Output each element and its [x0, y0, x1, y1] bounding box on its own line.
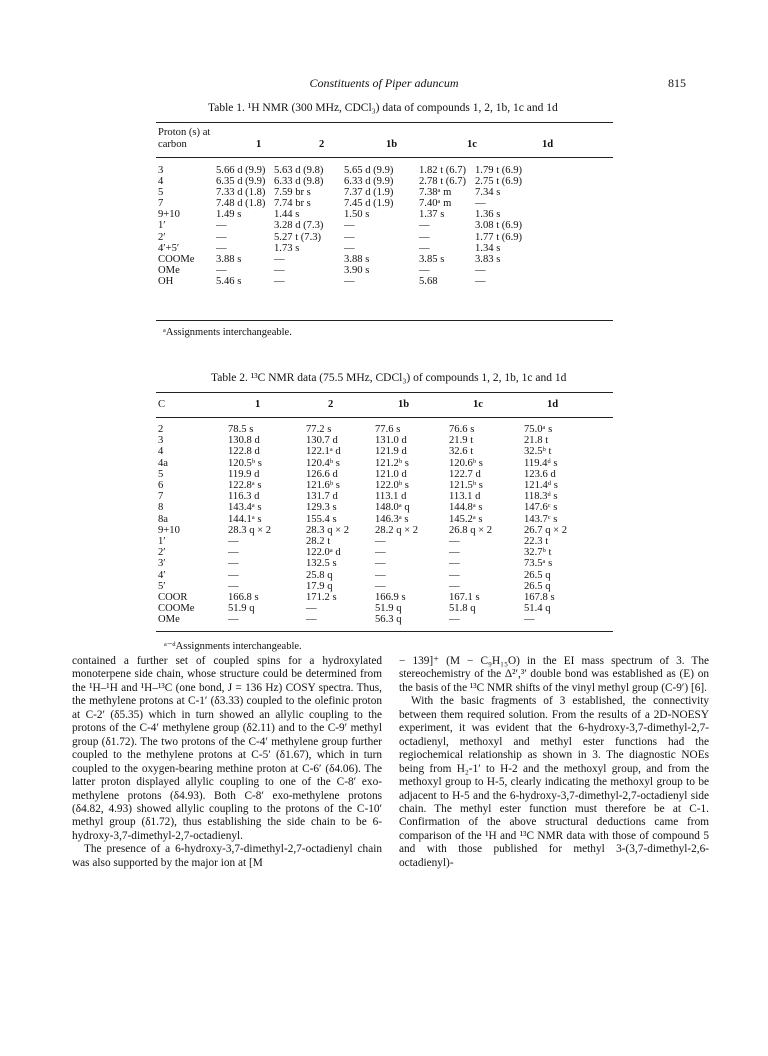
table-cell: 21.9 t	[449, 435, 474, 447]
table-cell: 122.8ᵃ s	[228, 480, 262, 491]
table-cell: 26.8 q × 2	[449, 524, 493, 536]
table-cell: 28.2 t	[306, 536, 331, 547]
table-cell: 145.2ᵃ s	[449, 513, 483, 525]
table2-stub-head: C	[158, 399, 166, 410]
table-cell: —	[449, 614, 460, 626]
table-cell: 7.37 d (1.9)	[344, 187, 394, 199]
table-cell: —	[375, 569, 386, 581]
row-label: 4′	[158, 569, 166, 581]
table-cell: 121.0 d	[375, 468, 407, 480]
table-row	[158, 265, 535, 276]
body-paragraph: The presence of a 6-hydroxy-3,7-dimethyl-2,7-octadienyl chain was also supported by the major ion at [M	[72, 843, 382, 869]
table-row	[158, 220, 535, 231]
table-cell: —	[216, 242, 227, 254]
row-label: 2′	[158, 547, 166, 559]
row-label: 4	[158, 176, 164, 188]
table-cell: —	[228, 614, 239, 626]
table-cell: 3.85 s	[419, 253, 445, 265]
table-cell: 3.28 d (7.3)	[274, 220, 324, 232]
row-label: OMe	[158, 614, 180, 626]
table-row	[158, 165, 535, 176]
table-cell: 5.46 s	[216, 275, 242, 287]
table-cell: 122.7 d	[449, 468, 481, 480]
table-cell: —	[375, 558, 386, 570]
page-number: 815	[668, 76, 686, 90]
table-cell: 32.6 t	[449, 446, 474, 458]
row-label: 4′+5′	[158, 242, 180, 254]
table-cell: —	[216, 220, 227, 232]
row-label: 9+10	[158, 209, 180, 221]
table-cell: 147.6ᶜ s	[524, 502, 558, 514]
table-cell: —	[274, 253, 285, 265]
table-cell: 131.7 d	[306, 491, 338, 503]
table-cell: 77.2 s	[306, 424, 332, 435]
table-cell: 3.90 s	[344, 264, 370, 276]
table-cell: —	[449, 558, 460, 570]
table1-footnote: ᵃAssignments interchangeable.	[163, 327, 292, 338]
table-cell: 2.75 t (6.9)	[475, 176, 523, 188]
table1-col-head: 1d	[542, 139, 554, 150]
table-cell: 121.9 d	[375, 446, 407, 458]
table-cell: 120.4ᵇ s	[306, 457, 340, 469]
table-cell: 1.36 s	[475, 209, 501, 221]
table-cell: 7.38ᵃ m	[419, 187, 452, 199]
table2-body	[0, 424, 768, 634]
table-cell: 26.7 q × 2	[524, 524, 568, 536]
body-paragraph: − 139]⁺ (M − C₉H₁₅O) in the EI mass spectrum of 3. The stereochemistry of the Δ²′,³′ double bond was established as (E) on the basis of the ¹³C NMR shifts of the vinyl methyl group (C-9′) [6].	[399, 655, 709, 694]
table-cell: —	[419, 264, 430, 276]
row-label: 1′	[158, 536, 166, 547]
table-cell: —	[375, 536, 386, 547]
table1-caption: Table 1. ¹H NMR (300 MHz, CDCl₃) data of compounds 1, 2, 1b, 1c and 1d	[208, 102, 558, 114]
table-cell: 2.78 t (6.7)	[419, 176, 467, 188]
table-cell: 3.08 t (6.9)	[475, 220, 523, 232]
table-cell: 1.49 s	[216, 209, 242, 221]
table-cell: 113.1 d	[375, 491, 407, 503]
table-cell: 51.9 q	[228, 603, 255, 615]
row-label: 8a	[158, 513, 168, 525]
table-cell: 1.82 t (6.7)	[419, 165, 467, 176]
table-cell: 120.5ᵇ s	[228, 457, 262, 469]
table-cell: 119.9 d	[228, 468, 260, 480]
table-cell: 3.88 s	[344, 253, 370, 265]
row-label: COOMe	[158, 603, 195, 615]
table-cell: 5.63 d (9.8)	[274, 165, 324, 176]
table-cell: 1.37 s	[419, 209, 445, 221]
table-cell: 28.2 q × 2	[375, 524, 419, 536]
body-paragraph: contained a further set of coupled spins for a hydroxylated monoterpene side chain, whose structure could be determined from the ¹H–¹H and ¹H–¹³C (one bond, J = 136 Hz) COSY spectra. Thus, the methylene protons at C-1′ (δ3.33) coupled to the olefinic proton at C-2′ (δ5.35) which in turn showed an allylic coupling to the protons of the C-4′ methylene group (δ2.11) and to the C-9′ methyl group (δ1.72). The two protons of the C-4′ methylene group further coupled to the methylene protons at C-5′ (δ1.67), which in turn coupled to the oxygen-bearing methine proton at C-6′ (δ4.06). The latter proton displayed allylic coupling to one of the C-8′ exo-methylene protons (δ4.93). Both C-8′ exo-methylene protons (δ4.82, 4.93) showed allylic coupling to the protons of the C-10′ methyl group (δ1.72), thus establishing the side chain to be 6-hydroxy-3,7-dimethyl-2,7-octadienyl.	[72, 655, 382, 842]
table-cell: —	[344, 220, 355, 232]
row-label: 3	[158, 435, 164, 447]
table1-col-head: 2	[319, 139, 325, 150]
table-cell: 7.33 d (1.8)	[216, 187, 266, 199]
table-cell: 131.0 d	[375, 435, 407, 447]
table-cell: 122.1ᵃ d	[306, 446, 341, 458]
table-cell: —	[228, 547, 239, 559]
table-cell: —	[344, 231, 355, 243]
table-cell: 7.34 s	[475, 187, 501, 199]
table-cell: 166.8 s	[228, 592, 259, 603]
table-cell: —	[524, 614, 535, 626]
table-cell: 51.8 q	[449, 603, 476, 615]
table-cell: 148.0ᵃ q	[375, 502, 410, 514]
row-label: 4a	[158, 457, 168, 469]
body-paragraph: With the basic fragments of 3 established, the connectivity between them required solution. From the results of a 2D-NOESY experiment, it was evident that the 6-hydroxy-3,7-dimethyl-2,7-octadienyl, methoxyl and methyl ester functions had the regiochemical relationship as shown in 3. The diagnostic NOEs being from H₂-1′ to H-2 and the methoxyl group, and from the methoxyl group to H-5, clearly indicating the methoxyl group to be adjacent to H-5 and the 6-hydroxy-3,7-dimethyl-2,7-octadienyl side chain. The methyl ester function must therefore be at C-1. Confirmation of the above structural deductions came from comparison of the ¹H and ¹³C NMR data with those of compound 5 and with those published for methyl 3-(3,7-dimethyl-2,6-octadienyl)-	[399, 695, 709, 869]
table-cell: 7.40ᵃ m	[419, 198, 452, 210]
table2-bottom-rule	[156, 631, 613, 632]
table-cell: 56.3 q	[375, 614, 402, 626]
table-cell: 7.74 br s	[274, 198, 311, 210]
row-label: 3	[158, 165, 164, 176]
table1-top-rule	[156, 122, 613, 123]
table-cell: 21.8 t	[524, 435, 549, 447]
body-left-column	[72, 655, 382, 870]
table-cell: 32.5ᵇ t	[524, 446, 552, 458]
table-cell: 132.5 s	[306, 558, 337, 570]
row-label: 5	[158, 468, 164, 480]
table-cell: —	[449, 536, 460, 547]
table-cell: —	[228, 569, 239, 581]
table1-bottom-rule	[156, 320, 613, 321]
running-title: Constituents of Piper aduncum	[309, 76, 459, 90]
table-cell: 5.68	[419, 275, 438, 287]
table-cell: —	[306, 614, 317, 626]
table-cell: 32.7ᵇ t	[524, 547, 552, 559]
row-label: 5	[158, 187, 164, 199]
table-cell: —	[449, 547, 460, 559]
table-cell: 1.73 s	[274, 242, 300, 254]
table-cell: 25.8 q	[306, 569, 333, 581]
table2-col-head: 1c	[473, 399, 483, 410]
table-cell: 130.8 d	[228, 435, 260, 447]
table-cell: —	[228, 536, 239, 547]
row-label: 7	[158, 491, 164, 503]
table-cell: 166.9 s	[375, 592, 406, 603]
table-cell: 121.2ᵇ s	[375, 457, 409, 469]
table1-stub-head	[158, 127, 210, 151]
table-cell: 144.8ᵃ s	[449, 502, 483, 514]
table-cell: 26.5 q	[524, 569, 551, 581]
table1-stub-head-line1: Proton (s) at	[158, 127, 211, 138]
table-cell: —	[375, 547, 386, 559]
row-label: 5′	[158, 580, 166, 592]
table-cell: —	[449, 580, 460, 592]
table-cell: —	[344, 275, 355, 287]
table-cell: 119.4ᵈ s	[524, 457, 558, 469]
body-right-column	[399, 655, 709, 870]
table-cell: 155.4 s	[306, 513, 337, 525]
table-cell: 1.79 t (6.9)	[475, 165, 523, 176]
table-row	[158, 276, 535, 287]
table-cell: 123.6 d	[524, 468, 556, 480]
table-cell: 3.88 s	[216, 253, 242, 265]
table-cell: 5.65 d (9.9)	[344, 165, 394, 176]
table-cell: 116.3 d	[228, 491, 260, 503]
table-cell: 26.5 q	[524, 580, 551, 592]
table-cell: 1.50 s	[344, 209, 370, 221]
table-cell: 120.6ᵇ s	[449, 457, 483, 469]
table-cell: 7.59 br s	[274, 187, 311, 199]
row-label: OMe	[158, 264, 180, 276]
table-cell: 77.6 s	[375, 424, 401, 435]
table-cell: 122.0ᵇ s	[375, 480, 409, 491]
table-row	[158, 254, 535, 265]
row-label: 2	[158, 424, 164, 435]
table-cell: 6.35 d (9.9)	[216, 176, 266, 188]
table-cell: 121.4ᵈ s	[524, 480, 558, 491]
table-cell: 51.9 q	[375, 603, 402, 615]
table-row	[158, 176, 535, 187]
table-row	[158, 187, 535, 198]
table-cell: —	[449, 569, 460, 581]
table2-footnote: ᵃ⁻ᵈAssignments interchangeable.	[164, 641, 302, 652]
table1-head-rule	[156, 157, 613, 158]
table-row	[158, 232, 535, 243]
table-cell: 5.27 t (7.3)	[274, 231, 322, 243]
table-cell: 146.3ᵃ s	[375, 513, 409, 525]
table2-head-rule	[156, 417, 613, 418]
row-label: 6	[158, 480, 164, 491]
table-cell: 75.0ᵃ s	[524, 424, 553, 435]
table-cell: —	[228, 558, 239, 570]
table2-caption: Table 2. ¹³C NMR data (75.5 MHz, CDCl₃) of compounds 1, 2, 1b, 1c and 1d	[211, 372, 567, 384]
table-cell: 126.6 d	[306, 468, 338, 480]
table-cell: —	[375, 580, 386, 592]
table-cell: 130.7 d	[306, 435, 338, 447]
table-cell: 3.83 s	[475, 253, 501, 265]
table-cell: 167.8 s	[524, 592, 555, 603]
table-cell: 1.77 t (6.9)	[475, 231, 523, 243]
table-cell: —	[228, 580, 239, 592]
table-cell: 78.5 s	[228, 424, 254, 435]
table-cell: —	[274, 264, 285, 276]
table-cell: 171.2 s	[306, 592, 337, 603]
table-row	[158, 243, 535, 254]
table-cell: —	[306, 603, 317, 615]
row-label: 9+10	[158, 524, 180, 536]
table-cell: —	[419, 242, 430, 254]
table-cell: —	[475, 198, 486, 210]
row-label: COOR	[158, 592, 188, 603]
table2-top-rule	[156, 392, 613, 393]
table-cell: 22.3 t	[524, 536, 549, 547]
table-cell: 143.4ᵃ s	[228, 502, 262, 514]
table-cell: 5.66 d (9.9)	[216, 165, 266, 176]
table-cell: 144.1ᵃ s	[228, 513, 262, 525]
row-label: COOMe	[158, 253, 195, 265]
table2-col-head: 1	[255, 399, 261, 410]
row-label: 1′	[158, 220, 166, 232]
table-cell: —	[419, 220, 430, 232]
row-label: 2′	[158, 231, 166, 243]
table-cell: —	[475, 275, 486, 287]
table1-col-head: 1	[256, 139, 262, 150]
table1-stub-head-line2: carbon	[158, 139, 187, 150]
table-cell: 122.0ᵃ d	[306, 547, 341, 559]
table-cell: —	[419, 231, 430, 243]
row-label: 8	[158, 502, 164, 514]
table-cell: —	[344, 242, 355, 254]
table-cell: 6.33 d (9.9)	[344, 176, 394, 188]
row-label: 7	[158, 198, 164, 210]
row-label: 3′	[158, 558, 166, 570]
table-cell: 122.8 d	[228, 446, 260, 458]
table-cell: 28.3 q × 2	[228, 524, 272, 536]
row-label: OH	[158, 275, 174, 287]
table-cell: 129.3 s	[306, 502, 337, 514]
table2-col-head: 1b	[398, 399, 410, 410]
table1-col-head: 1b	[386, 139, 398, 150]
table-row	[158, 198, 535, 209]
table-cell: —	[216, 264, 227, 276]
table-cell: 7.48 d (1.8)	[216, 198, 266, 210]
table-cell: —	[216, 231, 227, 243]
table-cell: 113.1 d	[449, 491, 481, 503]
table-cell: —	[274, 275, 285, 287]
table-cell: 76.6 s	[449, 424, 475, 435]
table-cell: 17.9 q	[306, 580, 333, 592]
table-row	[158, 209, 535, 220]
table-cell: 51.4 q	[524, 603, 551, 615]
table-cell: 6.33 d (9.8)	[274, 176, 324, 188]
table2-col-head: 2	[328, 399, 334, 410]
table-cell: 73.5ᵃ s	[524, 558, 553, 570]
table-cell: 1.44 s	[274, 209, 300, 221]
table-cell: 121.5ᵇ s	[449, 480, 483, 491]
table1-body	[158, 165, 535, 287]
table2-col-head: 1d	[547, 399, 559, 410]
table-cell: 118.3ᵈ s	[524, 491, 558, 503]
table-cell: 167.1 s	[449, 592, 480, 603]
table-cell: 121.6ᵇ s	[306, 480, 340, 491]
table-cell: —	[475, 264, 486, 276]
table-cell: 1.34 s	[475, 242, 501, 254]
row-label: 4	[158, 446, 164, 458]
table-cell: 7.45 d (1.9)	[344, 198, 394, 210]
table-cell: 28.3 q × 2	[306, 524, 350, 536]
table1-col-head: 1c	[467, 139, 477, 150]
table-cell: 143.7ᶜ s	[524, 513, 558, 525]
